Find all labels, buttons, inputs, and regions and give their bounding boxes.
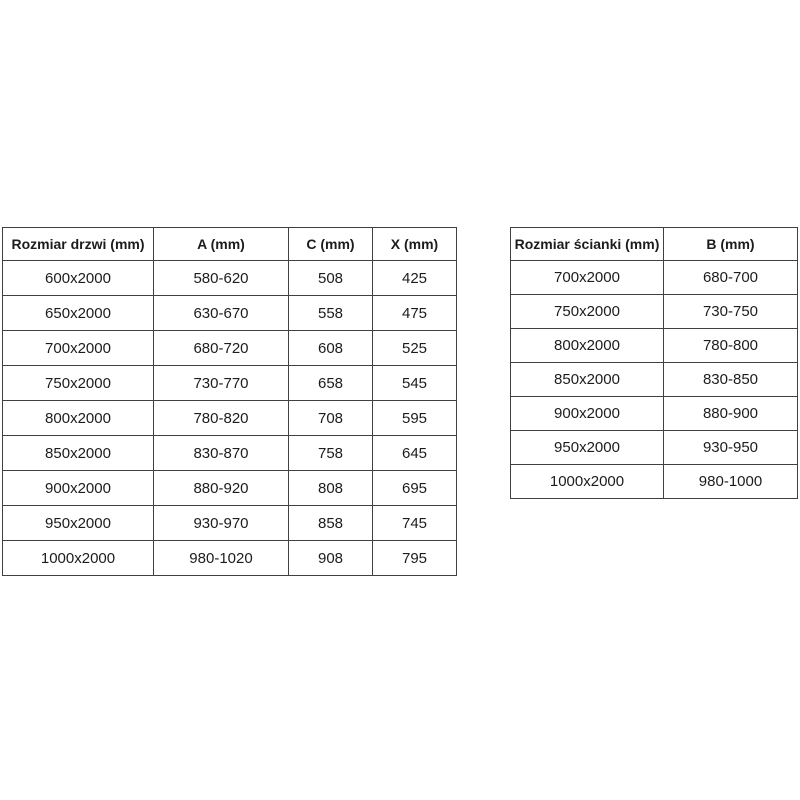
table-cell: 750x2000 (511, 295, 664, 329)
table-cell: 558 (289, 296, 373, 331)
table-cell: 600x2000 (3, 261, 154, 296)
table-row (511, 261, 798, 295)
column-header: Rozmiar drzwi (mm) (3, 228, 154, 261)
table-cell: 930-950 (664, 431, 798, 465)
table-cell: 475 (373, 296, 457, 331)
table-cell: 1000x2000 (3, 541, 154, 576)
table-cell: 950x2000 (3, 506, 154, 541)
table-cell: 700x2000 (3, 331, 154, 366)
table-row (3, 436, 457, 471)
table-cell: 830-850 (664, 363, 798, 397)
wall-sizes-table (510, 227, 798, 499)
table-cell: 650x2000 (3, 296, 154, 331)
column-header: Rozmiar ścianki (mm) (511, 228, 664, 261)
header-row (511, 228, 798, 261)
table-row (511, 397, 798, 431)
table-cell: 780-820 (154, 401, 289, 436)
table-cell: 808 (289, 471, 373, 506)
table-cell: 680-700 (664, 261, 798, 295)
table-cell: 758 (289, 436, 373, 471)
table-row (511, 431, 798, 465)
table-row (3, 296, 457, 331)
table-cell: 745 (373, 506, 457, 541)
table-cell: 730-750 (664, 295, 798, 329)
wall-sizes-table-body (511, 261, 798, 499)
table-cell: 780-800 (664, 329, 798, 363)
table-row (511, 295, 798, 329)
table-cell: 730-770 (154, 366, 289, 401)
table-cell: 658 (289, 366, 373, 401)
column-header: C (mm) (289, 228, 373, 261)
table-cell: 608 (289, 331, 373, 366)
table-row (3, 401, 457, 436)
table-cell: 508 (289, 261, 373, 296)
header-row (3, 228, 457, 261)
wall-sizes-table-header (511, 228, 798, 261)
table-cell: 645 (373, 436, 457, 471)
column-header: B (mm) (664, 228, 798, 261)
table-cell: 425 (373, 261, 457, 296)
table-cell: 980-1020 (154, 541, 289, 576)
table-row (3, 506, 457, 541)
table-cell: 708 (289, 401, 373, 436)
table-cell: 630-670 (154, 296, 289, 331)
table-row (511, 363, 798, 397)
table-row (511, 329, 798, 363)
table-row (3, 471, 457, 506)
table-cell: 680-720 (154, 331, 289, 366)
column-header: A (mm) (154, 228, 289, 261)
table-cell: 900x2000 (3, 471, 154, 506)
door-sizes-table-body (3, 261, 457, 576)
door-sizes-table-header (3, 228, 457, 261)
table-cell: 850x2000 (3, 436, 154, 471)
table-cell: 858 (289, 506, 373, 541)
table-row (3, 331, 457, 366)
table-row (3, 541, 457, 576)
table-cell: 880-900 (664, 397, 798, 431)
table-cell: 980-1000 (664, 465, 798, 499)
table-cell: 525 (373, 331, 457, 366)
table-cell: 908 (289, 541, 373, 576)
table-row (3, 366, 457, 401)
table-cell: 580-620 (154, 261, 289, 296)
table-cell: 545 (373, 366, 457, 401)
table-cell: 950x2000 (511, 431, 664, 465)
table-row (3, 261, 457, 296)
table-cell: 900x2000 (511, 397, 664, 431)
table-cell: 850x2000 (511, 363, 664, 397)
table-cell: 1000x2000 (511, 465, 664, 499)
table-cell: 930-970 (154, 506, 289, 541)
table-cell: 695 (373, 471, 457, 506)
table-cell: 800x2000 (511, 329, 664, 363)
table-cell: 800x2000 (3, 401, 154, 436)
table-cell: 595 (373, 401, 457, 436)
table-row (511, 465, 798, 499)
table-cell: 795 (373, 541, 457, 576)
door-sizes-table (2, 227, 457, 576)
table-cell: 700x2000 (511, 261, 664, 295)
table-cell: 830-870 (154, 436, 289, 471)
table-cell: 880-920 (154, 471, 289, 506)
column-header: X (mm) (373, 228, 457, 261)
table-cell: 750x2000 (3, 366, 154, 401)
